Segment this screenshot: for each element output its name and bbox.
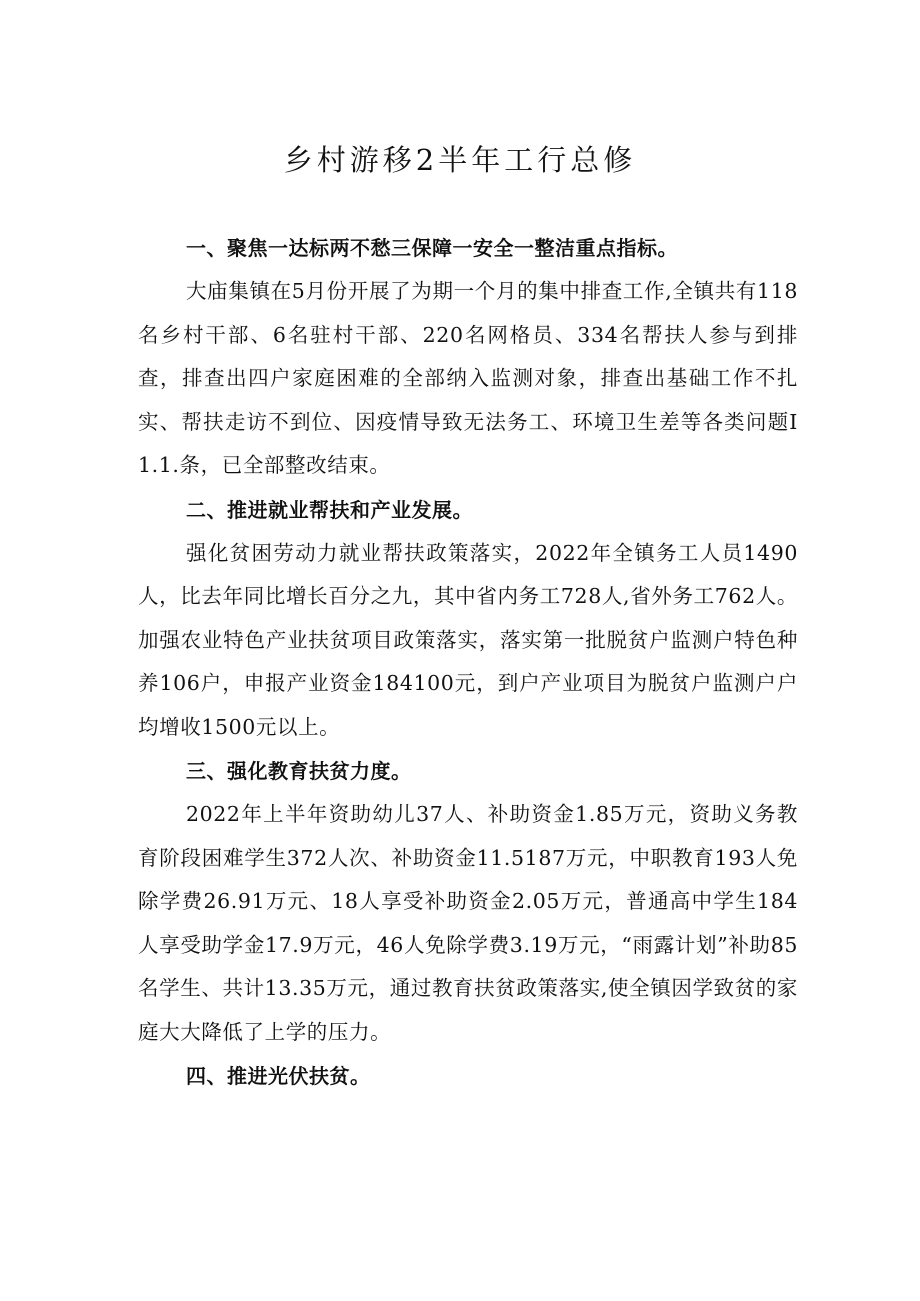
section-1-paragraph: 大庙集镇在5月份开展了为期一个月的集中排查工作,全镇共有118名乡村干部、6名驻村干部、220名网格员、334名帮扶人参与到排查，排查出四户家庭困难的全部纳入监测对象，排查出基础工作不扎实、帮扶走访不到位、因疫情导致无法务工、环境卫生差等各类问题I1.1.条，已全部整改结束。 (138, 279, 798, 477)
section-2-heading: 二、推进就业帮扶和产业发展。 (186, 497, 473, 522)
document-title: 乡村游移2半年工行总修 (283, 143, 637, 177)
document-body (138, 226, 798, 1098)
section-4-heading: 四、推进光伏扶贫。 (186, 1064, 371, 1088)
section-1-heading: 一、聚焦一达标两不愁三保障一安全一整洁重点指标。 (186, 236, 678, 260)
section-3-paragraph: 2022年上半年资助幼儿37人、补助资金1.85万元，资助义务教育阶段困难学生372人次、补助资金11.5187万元，中职教育193人免除学费26.91万元、18人享受补助资金2.05万元，普通高中学生184人享受助学金17.9万元，46人免除学费3.19万元，“雨露计划”补助85名学生、共计13.35万元，通过教育扶贫政策落实,使全镇因学致贫的家庭大大降低了上学的压力。 (138, 802, 798, 1044)
section-2-paragraph: 强化贫困劳动力就业帮扶政策落实，2022年全镇务工人员1490人，比去年同比增长百分之九，其中省内务工728人,省外务工762人。加强农业特色产业扶贫项目政策落实，落实第一批脱贫户监测户特色种养106户，申报产业资金184100元，到户产业项目为脱贫户监测户户均增收1500元以上。 (138, 540, 798, 739)
section-3-heading: 三、强化教育扶贫力度。 (186, 759, 412, 783)
